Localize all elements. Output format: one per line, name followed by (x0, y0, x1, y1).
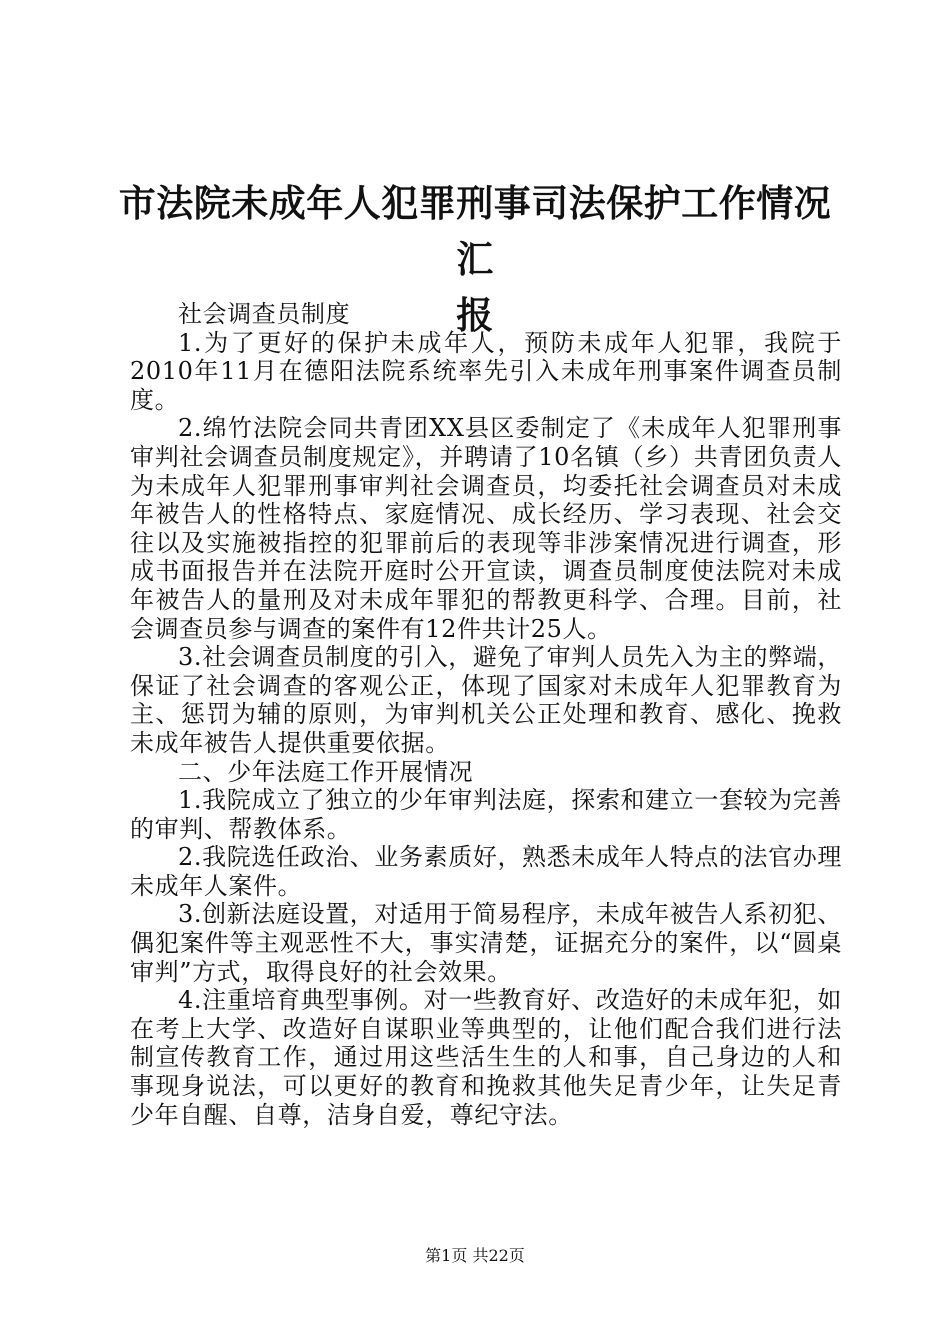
document-body (130, 300, 842, 1129)
title-line-2: 报 (456, 294, 494, 337)
paragraph: 2.绵竹法院会同共青团XX县区委制定了《未成年人犯罪刑事审判社会调查员制度规定》，并聘请了10名镇（乡）共青团负责人为未成年人犯罪刑事审判社会调查员，均委托社会调查员对未成年被告人的性格特点、家庭情况、成长经历、学习表现、社会交往以及实施被指控的犯罪前后的表现等非涉案情况进行调查，形成书面报告并在法院开庭时公开宣读，调查员制度使法院对未成年被告人的量刑及对未成年罪犯的帮教更科学、合理。目前，社会调查员参与调查的案件有12件共计25人。 (130, 414, 842, 643)
paragraph: 1.为了更好的保护未成年人，预防未成年人犯罪，我院于2010年11月在德阳法院系统率先引入未成年刑事案件调查员制度。 (130, 328, 842, 414)
section-heading-juvenile-court: 二、少年法庭工作开展情况 (178, 757, 474, 786)
title-line-1: 市法院未成年人犯罪刑事司法保护工作情况汇 (118, 182, 832, 281)
paragraph: 3.创新法庭设置，对适用于简易程序，未成年被告人系初犯、偶犯案件等主观恶性不大，事实清楚，证据充分的案件，以“圆桌审判”方式，取得良好的社会效果。 (130, 900, 842, 986)
paragraph: 4.注重培育典型事例。对一些教育好、改造好的未成年犯，如在考上大学、改造好自谋职业等典型的，让他们配合我们进行法制宣传教育工作，通过用这些活生生的人和事，自己身边的人和事现身说法，可以更好的教育和挽救其他失足青少年，让失足青少年自醒、自尊，洁身自爱，尊纪守法。 (130, 986, 842, 1129)
paragraph: 2.我院选任政治、业务素质好，熟悉未成年人特点的法官办理未成年人案件。 (130, 843, 842, 900)
page-footer: 第1页 共22页 (425, 1246, 525, 1265)
paragraph: 3.社会调查员制度的引入，避免了审判人员先入为主的弊端，保证了社会调查的客观公正，体现了国家对未成年人犯罪教育为主、惩罚为辅的原则，为审判机关公正处理和教育、感化、挽救未成年被告人提供重要依据。 (130, 643, 842, 757)
section-heading-social-investigator: 社会调查员制度 (178, 300, 351, 328)
paragraph: 1.我院成立了独立的少年审判法庭，探索和建立一套较为完善的审判、帮教体系。 (130, 786, 842, 843)
